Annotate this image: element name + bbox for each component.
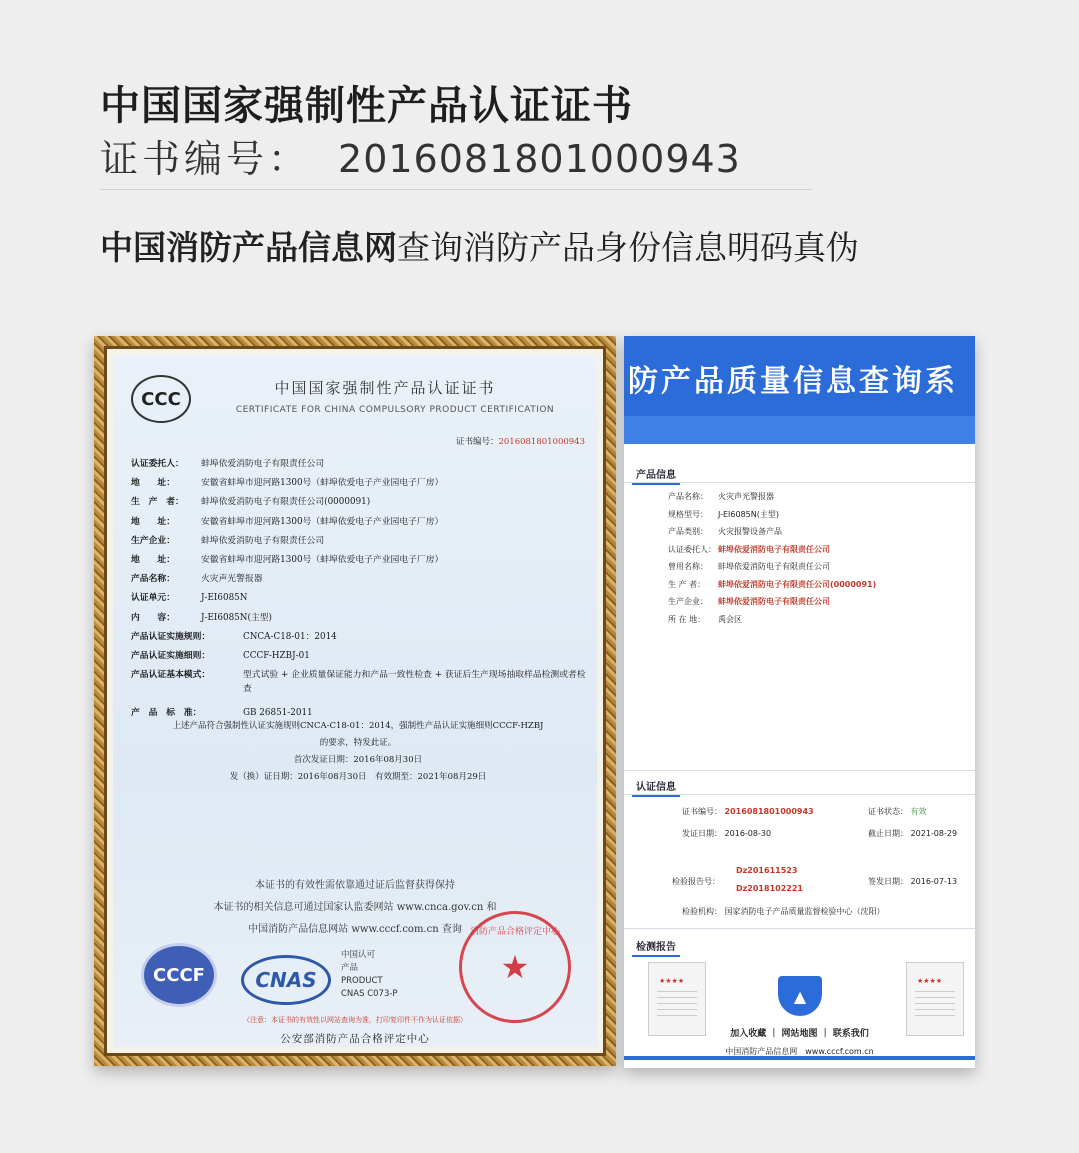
product-field: 产品名称： 火灾声光警报器 [668, 492, 774, 501]
certificate-field: 产品名称： 火灾声光警报器 [131, 574, 263, 585]
product-field: 曾用名称： 蚌埠依爱消防电子有限责任公司 [668, 562, 830, 571]
certificate-field: 生 产 者： 蚌埠依爱消防电子有限责任公司(0000091) [131, 497, 371, 508]
issue-date-row: 发证日期： 2016-08-30 [682, 829, 772, 838]
report-number-2: Dz2018102221 [736, 884, 803, 893]
report-number-label: 检验报告号： [672, 877, 720, 886]
product-field: 规格型号： J-EI6085N(主型) [668, 509, 779, 519]
subheading-rest: 查询消防产品身份信息明码真伪 [397, 228, 859, 267]
star-icon: ★ [500, 948, 530, 986]
query-result-page [624, 336, 975, 1068]
cnas-logo-icon: CNAS [241, 955, 331, 1005]
certificate-field: 内 容： J-EI6085N(主型) [131, 612, 272, 623]
certificate-declaration: 上述产品符合强制性认证实施规则CNCA-C18-01：2014，强制性产品认证实施细则CCCF-HZBJ 的要求，特发此证。 首次发证日期：2016年08月30日 发（换）证日期：2016年08月30日 有效期至：2021年08月29日 [172, 721, 544, 782]
certificate-number-value: 2016081801000943 [338, 137, 741, 181]
product-field: 产品类别： 火灾报警设备产品 [668, 527, 782, 536]
report-section-title: 检测报告 [632, 938, 680, 957]
certificate-no-small: 证书编号：2016081801000943 [455, 437, 585, 447]
certificate-title: 中国国家强制性产品认证证书 [274, 379, 496, 397]
cert-status-row: 证书状态： 有效 [868, 807, 927, 816]
report-thumbnail[interactable] [648, 962, 706, 1036]
certificate-frame [94, 336, 616, 1066]
cccf-logo-icon: CCCF [141, 943, 217, 1007]
query-header [624, 336, 975, 444]
product-field: 生产企业： 蚌埠依爱消防电子有限责任公司 [668, 597, 830, 606]
certificate-field: 产品认证实施细则： CCCF-HZBJ-01 [131, 651, 310, 662]
query-body [624, 444, 975, 1068]
product-field: 生 产 者： 蚌埠依爱消防电子有限责任公司(0000091) [668, 579, 877, 589]
certificate-field: 地 址： 安徽省蚌埠市迎河路1300号（蚌埠依爱电子产业园电子厂房） [131, 478, 444, 489]
page-headline: 中国国家强制性产品认证证书 [100, 83, 633, 129]
certificate-note: （注意：本证书的有效性以网站查询为准，打印复印件不作为认证依据） [243, 1016, 467, 1024]
certificate-field: 认证单元： J-EI6085N [131, 593, 248, 604]
subheading [100, 222, 859, 269]
certificate-issuer: 公安部消防产品合格评定中心 [280, 1033, 430, 1045]
divider [100, 189, 812, 190]
stars-icon: ★★★★ [917, 977, 943, 985]
certificate-field: 产品认证基本模式： 型式试验 + 企业质量保证能力和产品一致性检查 + 获证后生产现场抽取样品检测或者检查 [131, 670, 586, 695]
certificate-field: 生产企业： 蚌埠依爱消防电子有限责任公司 [131, 535, 325, 546]
certificate-field: 认证委托人： 蚌埠依爱消防电子有限责任公司 [131, 459, 325, 469]
certificate-field: 产 品 标 准： GB 26851-2011 [131, 708, 313, 719]
product-info-section-title: 产品信息 [632, 466, 680, 485]
product-field: 认证委托人： 蚌埠依爱消防电子有限责任公司 [668, 544, 830, 554]
expire-date-row: 截止日期： 2021-08-29 [868, 829, 958, 838]
red-seal-stamp-icon: 消防产品合格评定中心 ★ [459, 911, 571, 1023]
cnas-accreditation-text: 中国认可 产品 PRODUCT CNAS C073-P [341, 950, 398, 999]
certificate-field: 地 址： 安徽省蚌埠市迎河路1300号（蚌埠依爱电子产业园电子厂房） [131, 555, 444, 566]
query-header-title: 防产品质量信息查询系 [628, 364, 958, 399]
fire-emblem-icon: ▲ [778, 976, 822, 1016]
certificate-title-en: CERTIFICATE FOR CHINA COMPULSORY PRODUCT CERTIFICATION [235, 405, 555, 415]
ccc-logo-icon: CCC [131, 375, 191, 423]
cert-number-row: 证书编号： 2016081801000943 [682, 807, 814, 816]
certificate-number-label: 证书编号： [100, 137, 311, 181]
certificate-fields [131, 455, 587, 723]
report-number-1: Dz201611523 [736, 866, 798, 875]
certificate-field: 产品认证实施规则： CNCA-C18-01：2014 [131, 631, 337, 642]
sign-date-row: 签发日期： 2016-07-13 [868, 877, 958, 886]
stars-icon: ★★★★ [659, 977, 685, 985]
certificate-number-line [100, 128, 741, 183]
subheading-strong: 中国消防产品信息网 [100, 228, 397, 267]
report-thumbnail[interactable] [906, 962, 964, 1036]
certificate-footnote: 本证书的有效性需依靠通过证后监督获得保持 本证书的相关信息可通过国家认监委网站 www.cnca.gov.cn 和 中国消防产品信息网站 www.cccf.com.cn 查询 [213, 880, 497, 935]
cert-info-section-title: 认证信息 [632, 778, 680, 797]
product-info-fields [668, 488, 876, 628]
footer-links[interactable]: 加入收藏 ｜ 网站地图 ｜ 联系我们 [730, 1029, 869, 1039]
agency-row: 检验机构： 国家消防电子产品质量监督检验中心（沈阳） [682, 907, 885, 916]
footer-site: 中国消防产品信息网 www.cccf.com.cn [725, 1047, 874, 1056]
product-field: 所 在 地： 禹会区 [668, 614, 742, 624]
certificate-field: 地 址： 安徽省蚌埠市迎河路1300号（蚌埠依爱电子产业园电子厂房） [131, 516, 444, 527]
certificate-document [113, 355, 597, 1047]
